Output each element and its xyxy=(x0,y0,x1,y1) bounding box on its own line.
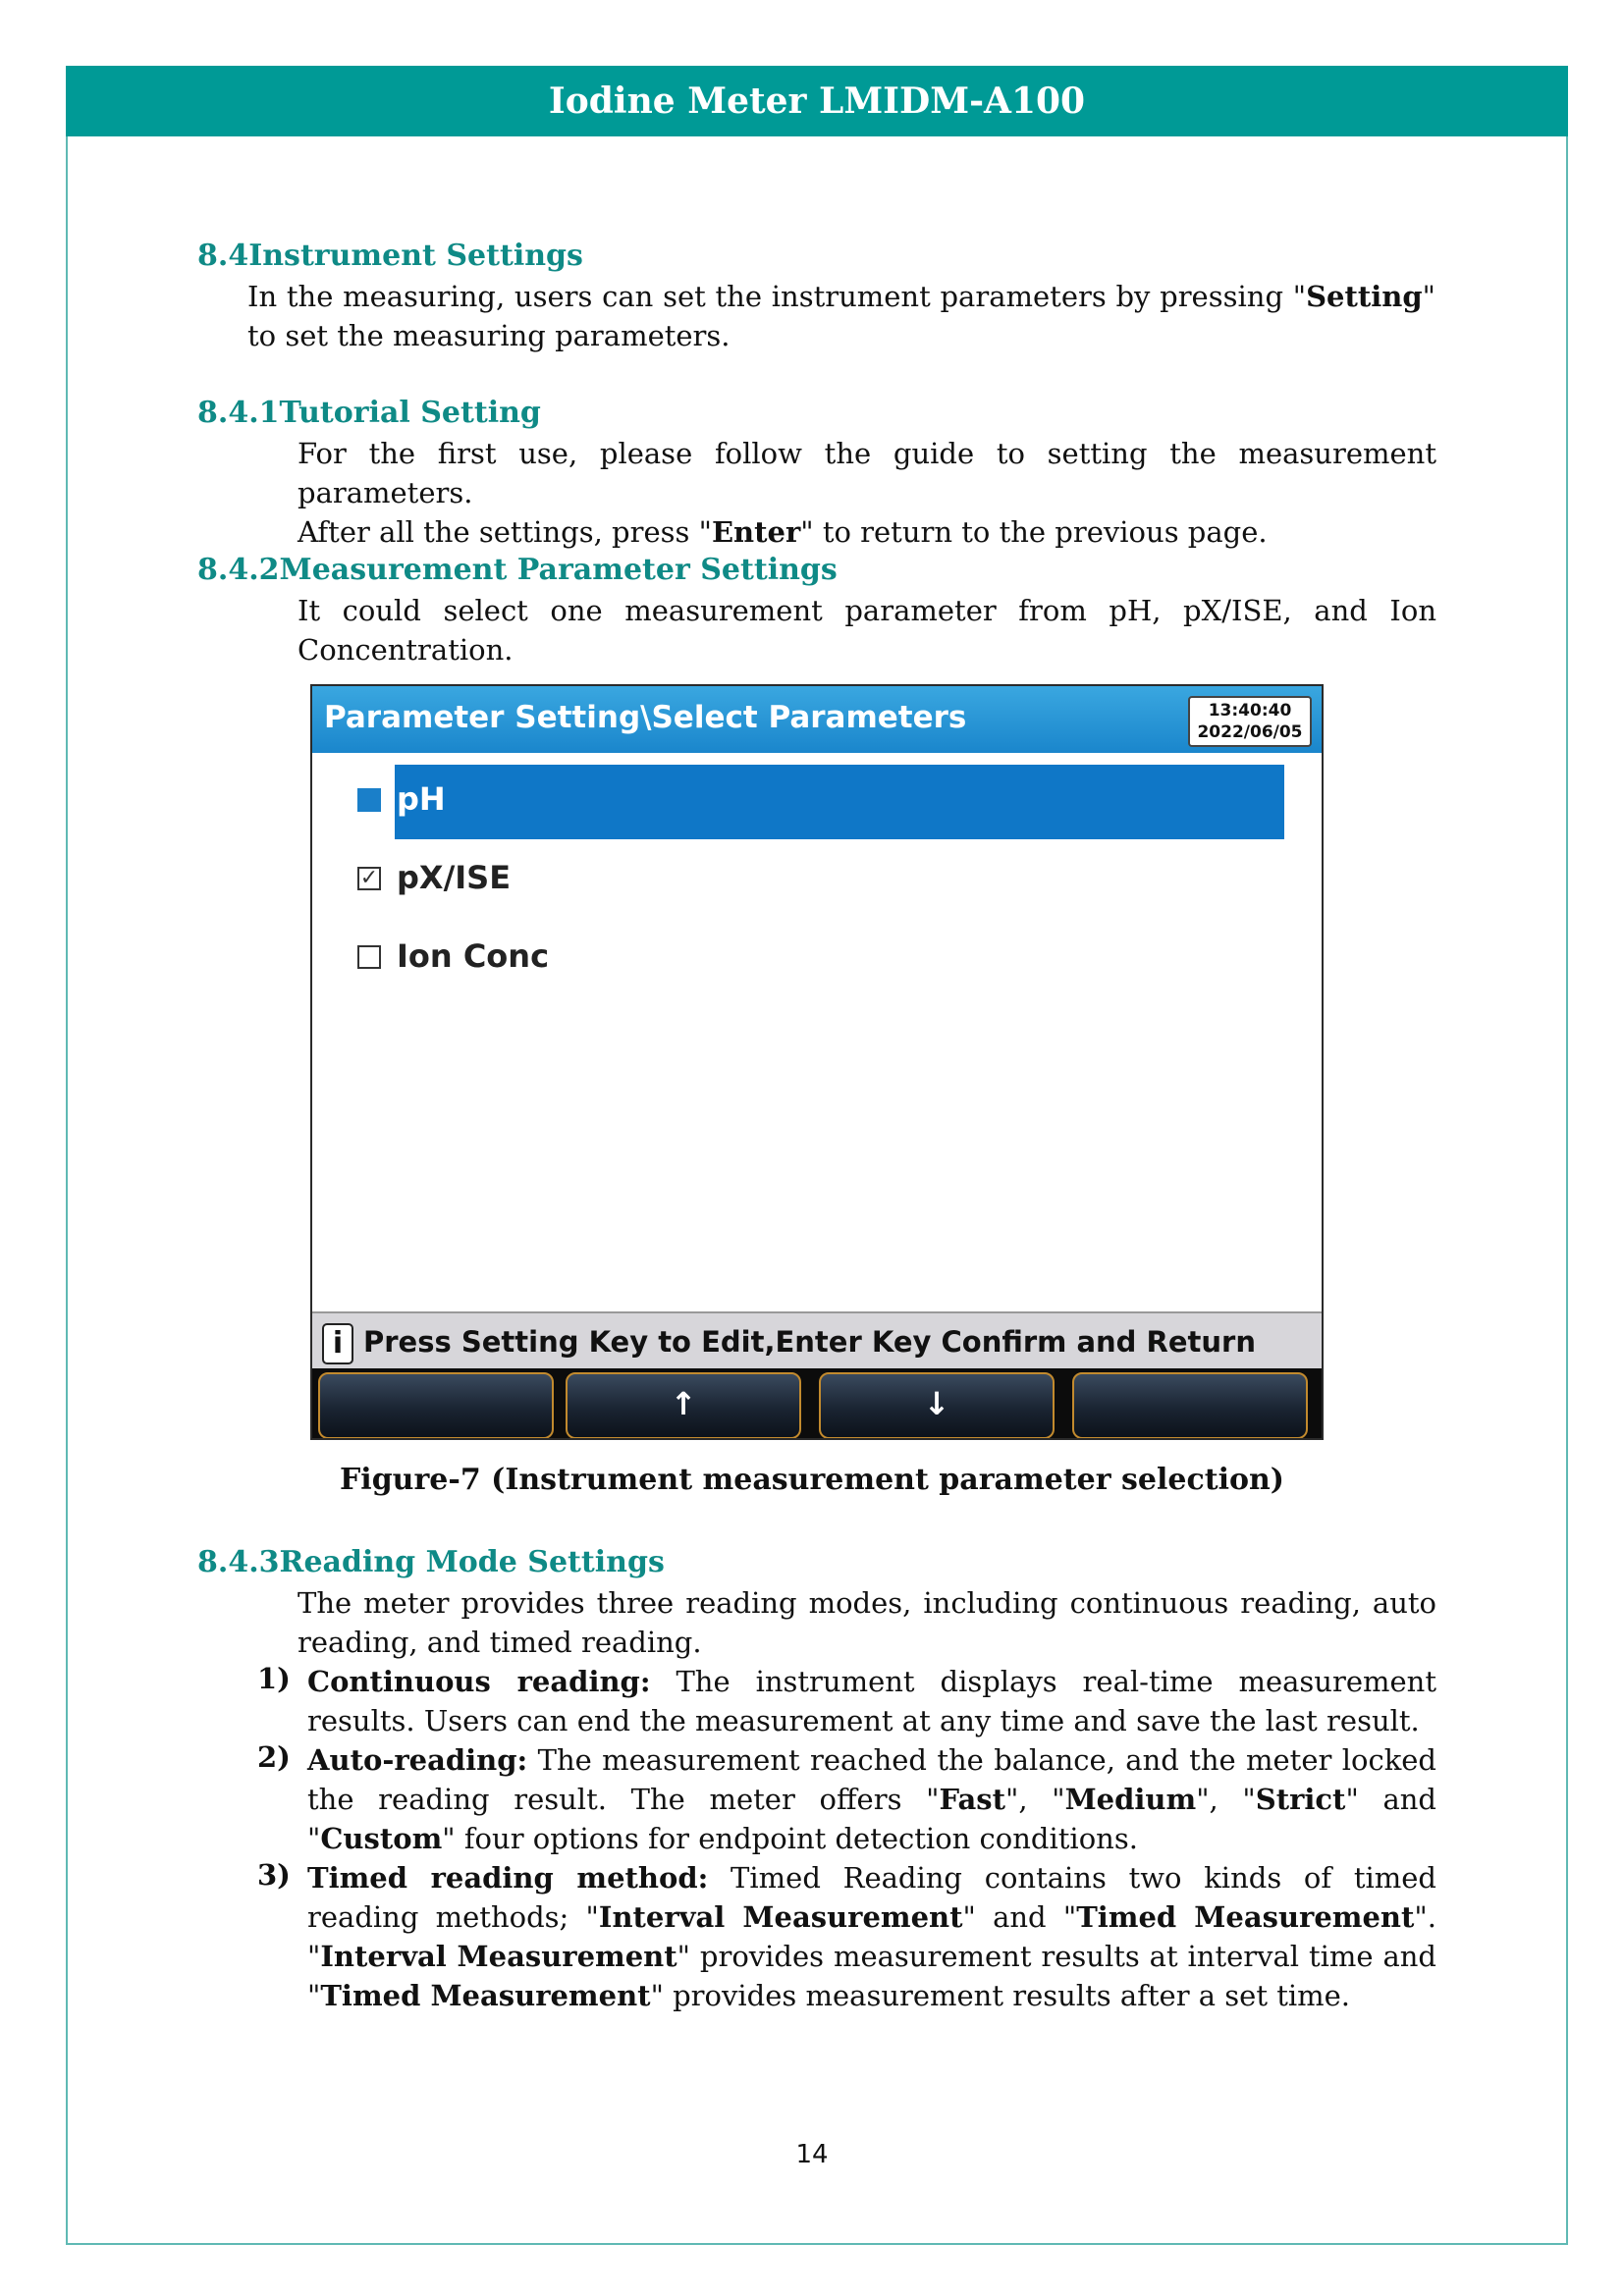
list-number: 1) xyxy=(257,1662,291,1695)
text-run: In the measuring, users can set the instrument parameters by pressing " xyxy=(247,280,1307,313)
bold-run: Continuous reading: xyxy=(307,1665,651,1698)
bold-run: Fast xyxy=(939,1783,1005,1816)
list-item xyxy=(307,1662,1436,1740)
section-title: Reading Mode Settings xyxy=(279,1545,665,1579)
device-clock xyxy=(1188,696,1312,747)
list-item xyxy=(307,1858,1436,2015)
device-time: 13:40:40 xyxy=(1208,701,1292,721)
text-run: " and " xyxy=(962,1900,1077,1934)
bold-run: Medium xyxy=(1064,1783,1197,1816)
section-number: 8.4.2 xyxy=(197,553,280,587)
bold-run: Interval Measurement xyxy=(598,1900,963,1934)
text-run: " provides measurement results at interval time and " xyxy=(307,1940,1436,2012)
list-number: 2) xyxy=(257,1740,291,1774)
bold-run: Enter xyxy=(711,515,801,549)
option-label: pH xyxy=(397,780,446,818)
section-8-4-1-heading xyxy=(197,396,541,430)
section-title: Measurement Parameter Settings xyxy=(279,553,838,587)
text-run: " and " xyxy=(307,1783,1436,1855)
device-status-bar xyxy=(312,1311,1322,1370)
section-8-4-heading xyxy=(197,239,583,273)
page-number: 14 xyxy=(795,2140,829,2169)
option-ph[interactable] xyxy=(312,765,1322,839)
softkey-1[interactable] xyxy=(318,1372,554,1439)
figure-caption: Figure-7 (Instrument measurement parameter selection) xyxy=(340,1463,1284,1497)
option-label: Ion Conc xyxy=(397,937,550,975)
bold-run: Timed Measurement xyxy=(1076,1900,1415,1934)
device-title-bar xyxy=(312,686,1322,753)
softkey-4[interactable] xyxy=(1072,1372,1308,1439)
text-run: " four options for endpoint detection conditions. xyxy=(442,1822,1138,1855)
text-run: " to return to the previous page. xyxy=(800,515,1268,549)
bold-run: Setting xyxy=(1306,280,1423,313)
text-run: ", " xyxy=(1004,1783,1065,1816)
list-number: 3) xyxy=(257,1858,291,1892)
device-status-text: Press Setting Key to Edit,Enter Key Confirm and Return xyxy=(363,1325,1256,1359)
device-screenshot xyxy=(310,684,1324,1440)
text-run: The instrument displays real-time measurement results. Users can end the measurement at any time and save the last result. xyxy=(307,1665,1436,1737)
bold-run: Custom xyxy=(320,1822,443,1855)
header-title: Iodine Meter LMIDM-A100 xyxy=(548,80,1086,122)
device-date: 2022/06/05 xyxy=(1197,722,1303,742)
text-run: " provides measurement results after a set time. xyxy=(650,1979,1351,2012)
text-run: ". " xyxy=(307,1900,1436,1973)
device-title: Parameter Setting\Select Parameters xyxy=(324,700,967,735)
info-icon: i xyxy=(322,1323,353,1364)
softkey-down-arrow-icon[interactable]: ↓ xyxy=(819,1372,1055,1439)
softkey-up-arrow-icon[interactable]: ↑ xyxy=(566,1372,801,1439)
checkbox-filled-icon xyxy=(357,788,381,812)
section-title: Tutorial Setting xyxy=(279,396,541,430)
section-8-4-2-text: It could select one measurement parameter from pH, pX/ISE, and Ion Concentration. xyxy=(298,594,1436,667)
text-run: Timed Reading contains two kinds of timed reading methods; " xyxy=(307,1861,1436,1934)
device-softkeys xyxy=(312,1368,1322,1440)
section-8-4-3-intro: The meter provides three reading modes, including continuous reading, auto reading, and timed reading. xyxy=(298,1586,1436,1659)
section-8-4-1-text xyxy=(298,434,1436,552)
text-run: The measurement reached the balance, and the meter locked the reading result. The meter offers " xyxy=(307,1743,1436,1816)
checkbox-empty-icon[interactable] xyxy=(357,945,381,969)
section-8-4-3-heading xyxy=(197,1545,665,1579)
bold-run: Timed reading method: xyxy=(307,1861,709,1895)
option-px-ise[interactable] xyxy=(312,843,1322,918)
bold-run: Timed Measurement xyxy=(320,1979,651,2012)
bold-run: Strict xyxy=(1255,1783,1346,1816)
option-label: pX/ISE xyxy=(397,859,512,896)
section-8-4-text xyxy=(247,277,1435,355)
list-item xyxy=(307,1740,1436,1858)
page-header xyxy=(66,66,1568,136)
text-run: " to set the measuring parameters. xyxy=(247,280,1435,352)
bold-run: Auto-reading: xyxy=(307,1743,528,1777)
section-number: 8.4 xyxy=(197,239,249,273)
section-8-4-2-heading xyxy=(197,553,838,587)
option-ion-conc[interactable] xyxy=(312,922,1322,996)
bold-run: Interval Measurement xyxy=(320,1940,677,1973)
text-run: After all the settings, press " xyxy=(298,515,712,549)
selection-highlight xyxy=(395,765,1284,839)
checkbox-checked-icon[interactable]: ✓ xyxy=(357,867,381,890)
text-run: For the first use, please follow the guide to setting the measurement parameters. xyxy=(298,437,1436,509)
section-number: 8.4.1 xyxy=(197,396,280,430)
text-run: ", " xyxy=(1196,1783,1256,1816)
section-title: Instrument Settings xyxy=(248,239,583,273)
section-number: 8.4.3 xyxy=(197,1545,280,1579)
